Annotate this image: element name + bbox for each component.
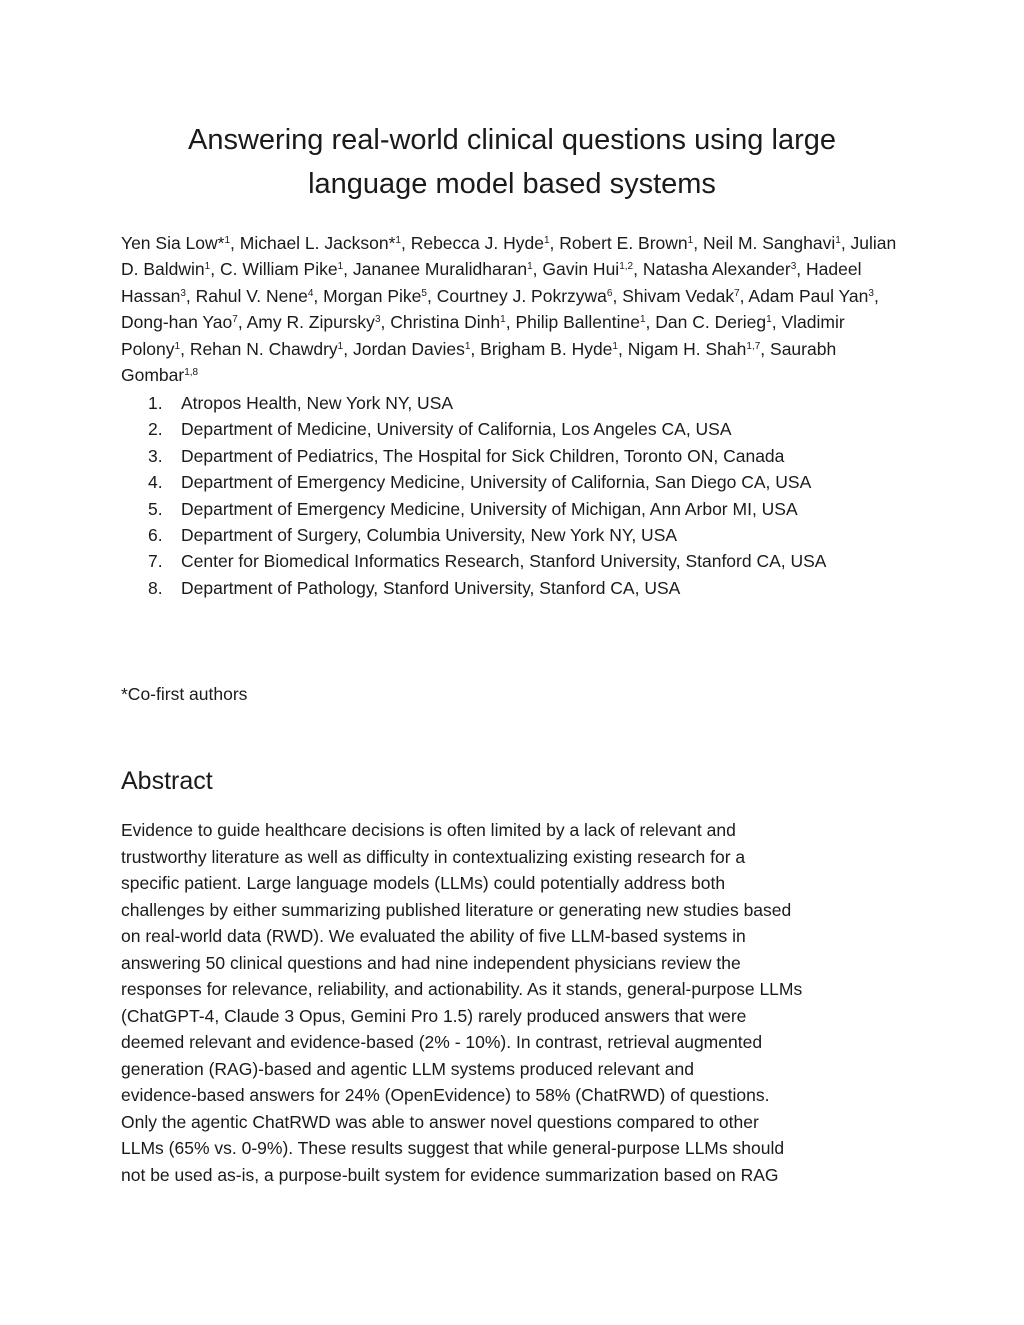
affiliation-text: Department of Emergency Medicine, University of Michigan, Ann Arbor MI, USA [181, 498, 798, 519]
affiliation-item [121, 575, 911, 601]
author-separator: , [470, 338, 481, 359]
author-name: Christina Dinh [390, 312, 501, 333]
author [220, 259, 353, 279]
author-affiliation-marker: 1 [204, 261, 211, 273]
affiliation-text: Department of Pathology, Stanford University, Stanford CA, USA [181, 577, 681, 598]
author-affiliation-marker: 1 [612, 340, 618, 352]
abstract-line: not be used as-is, a purpose-built system for evidence summarization based on RAG [121, 1164, 779, 1185]
author-separator: , [343, 259, 353, 280]
author [542, 259, 642, 279]
author-separator: , [633, 259, 643, 280]
author-name: Julian D. Baldwin [121, 233, 897, 280]
abstract-line: deemed relevant and evidence-based (2% - 10%). In contrast, retrieval augmented [121, 1032, 763, 1052]
author-name: Saurabh Gombar [121, 338, 837, 386]
author-affiliation-marker: 1 [337, 261, 344, 273]
affiliation-text: Department of Pediatrics, The Hospital for Sick Children, Toronto ON, Canada [181, 445, 785, 466]
author-name: Dan C. Derieg [655, 312, 767, 333]
author [390, 312, 515, 332]
author-affiliation-marker: 1,2 [619, 261, 634, 273]
affiliation-number: 2. [148, 419, 163, 440]
author-name: Jananee Muralidharan [352, 259, 528, 280]
abstract-body [121, 817, 911, 1188]
affiliation-text: Department of Emergency Medicine, University of California, San Diego CA, USA [181, 472, 812, 493]
author [559, 233, 703, 253]
author-affiliation-marker: 1 [395, 235, 401, 246]
affiliation-text: Department of Surgery, Columbia University, New York NY, USA [181, 525, 678, 546]
author-affiliation-marker: 3 [374, 314, 381, 326]
author-separator: , [380, 312, 391, 333]
author-affiliation-marker: 6 [606, 287, 613, 299]
author-separator: , [693, 233, 703, 253]
affiliation-item [121, 496, 911, 522]
affiliation-number: 8. [148, 577, 163, 598]
author [196, 286, 324, 306]
author-separator: , [796, 259, 807, 280]
author-name: Amy R. Zipursky [246, 312, 375, 333]
abstract-line: evidence-based answers for 24% (OpenEvidence) to 58% (ChatRWD) of questions. [121, 1085, 770, 1105]
author-name: Natasha Alexander [642, 259, 791, 280]
paper-title [0, 118, 1024, 206]
author [480, 339, 628, 359]
author-separator: , [617, 338, 628, 359]
author-separator: , [230, 233, 240, 253]
author-affiliation-marker: 1 [224, 235, 231, 246]
author-affiliation-marker: 1 [835, 235, 841, 246]
affiliation-text: Atropos Health, New York NY, USA [181, 393, 454, 413]
author-separator: , [313, 285, 324, 306]
affiliation-text: Center for Biomedical Informatics Research, Stanford University, Stanford CA, USA [181, 551, 827, 572]
author [628, 339, 770, 359]
author-name: Neil M. Sanghavi [702, 233, 836, 253]
abstract-line: trustworthy literature as well as difficulty in contextualizing existing research for a [121, 846, 746, 867]
author [655, 312, 781, 332]
author-name: Yen Sia Low* [121, 233, 225, 253]
author-affiliation-marker: 3 [790, 261, 797, 273]
author-affiliation-marker: 1 [543, 235, 550, 246]
author-separator: , [549, 233, 560, 253]
author-affiliation-marker: 1 [639, 314, 646, 326]
author [515, 312, 655, 332]
author [247, 312, 391, 332]
author-separator: , [180, 338, 190, 359]
author-affiliation-marker: 1 [500, 314, 506, 326]
author-name: Nigam H. Shah [627, 338, 747, 359]
abstract-line: on real-world data (RWD). We evaluated the ability of five LLM-based systems in [121, 926, 746, 946]
author-separator: , [505, 312, 516, 333]
author-affiliation-marker: 1,8 [184, 367, 199, 379]
author-name: Philip Ballentine [515, 312, 640, 333]
author-name: Robert E. Brown [559, 233, 688, 253]
author [121, 233, 240, 253]
author-separator: , [185, 285, 196, 306]
author-name: Dong-han Yao [121, 312, 233, 333]
author-separator: , [532, 259, 543, 280]
author-separator: , [739, 285, 749, 306]
author-separator: , [612, 285, 623, 306]
affiliation-number: 5. [148, 498, 163, 519]
author [622, 286, 748, 306]
author-separator: , [760, 338, 771, 359]
author [323, 286, 437, 306]
affiliation-item [121, 522, 911, 548]
author-affiliation-marker: 3 [180, 287, 186, 299]
author [240, 233, 411, 253]
affiliation-number: 7. [148, 551, 163, 572]
author-name: Michael L. Jackson* [239, 233, 396, 253]
affiliation-number: 3. [148, 445, 163, 466]
author-name: Courtney J. Pokrzywa [436, 285, 607, 306]
affiliation-item [121, 390, 911, 416]
abstract-line: Evidence to guide healthcare decisions is often limited by a lack of relevant and [121, 820, 736, 840]
author-affiliation-marker: 4 [307, 287, 314, 299]
author [190, 339, 353, 359]
author [353, 259, 542, 279]
abstract-line: answering 50 clinical questions and had nine independent physicians review the [121, 952, 741, 973]
author-affiliation-marker: 1 [464, 340, 471, 352]
affiliation-item [121, 443, 911, 469]
affiliation-item [121, 548, 911, 574]
author-name: Morgan Pike [323, 285, 422, 306]
affiliation-item [121, 469, 911, 495]
author-affiliation-marker: 7 [734, 287, 740, 299]
title-line: Answering real-world clinical questions using large [188, 124, 836, 156]
affiliation-text: Department of Medicine, University of California, Los Angeles CA, USA [181, 419, 732, 440]
author-name: Shivam Vedak [622, 285, 735, 306]
author-name: Rahul V. Nene [195, 285, 308, 306]
author-list [121, 230, 911, 388]
author-affiliation-marker: 1 [337, 340, 344, 352]
author-separator: , [426, 285, 437, 306]
abstract-line: (ChatGPT-4, Claude 3 Opus, Gemini Pro 1.5) rarely produced answers that were [121, 1005, 747, 1026]
abstract-line: Only the agentic ChatRWD was able to answer novel questions compared to other [121, 1111, 759, 1132]
abstract-line: generation (RAG)-based and agentic LLM systems produced relevant and [121, 1058, 694, 1079]
abstract-line: responses for relevance, reliability, and actionability. As it stands, general-purpose LLMs [121, 979, 803, 999]
author-separator: , [237, 312, 247, 333]
author-affiliation-marker: 1 [174, 340, 181, 352]
author-name: Gavin Hui [542, 259, 620, 280]
author-affiliation-marker: 5 [421, 287, 427, 299]
affiliation-list [121, 390, 911, 601]
author [411, 233, 560, 253]
author-affiliation-marker: 1,7 [746, 340, 761, 352]
author-affiliation-marker: 3 [868, 287, 874, 299]
author-separator: , [645, 312, 656, 333]
author [353, 339, 480, 359]
abstract-line: challenges by either summarizing published literature or generating new studies based [121, 899, 792, 920]
author-separator: , [343, 338, 353, 359]
author-name: Adam Paul Yan [748, 285, 869, 306]
author-name: Rehan N. Chawdry [189, 338, 338, 359]
author-separator: , [840, 233, 851, 253]
affiliation-number: 6. [148, 525, 163, 546]
author-separator: , [873, 285, 879, 306]
author-affiliation-marker: 1 [766, 314, 772, 326]
author [121, 312, 247, 332]
author-name: C. William Pike [219, 259, 338, 280]
author [437, 286, 623, 306]
author-name: Hadeel Hassan [121, 259, 862, 306]
author-name: Jordan Davies [352, 338, 465, 359]
author-separator: , [400, 233, 411, 253]
author-separator: , [210, 259, 220, 280]
author [643, 259, 806, 279]
author [748, 286, 878, 306]
author-separator: , [771, 312, 782, 333]
title-line: language model based systems [308, 168, 716, 200]
affiliation-number: 1. [148, 393, 163, 413]
author [703, 233, 851, 253]
co-first-authors-note: *Co-first authors [121, 684, 248, 704]
author-name: Rebecca J. Hyde [410, 233, 544, 253]
affiliation-item [121, 416, 911, 442]
author-name: Vladimir Polony [121, 312, 845, 359]
author-affiliation-marker: 1 [687, 235, 694, 246]
author-affiliation-marker: 7 [232, 314, 238, 326]
author-name: Brigham B. Hyde [480, 338, 613, 359]
abstract-line: specific patient. Large language models (LLMs) could potentially address both [121, 873, 726, 893]
abstract-line: LLMs (65% vs. 0-9%). These results suggest that while general-purpose LLMs should [121, 1138, 785, 1158]
abstract-heading: Abstract [121, 767, 213, 795]
affiliation-number: 4. [148, 472, 163, 493]
author-affiliation-marker: 1 [527, 261, 533, 273]
